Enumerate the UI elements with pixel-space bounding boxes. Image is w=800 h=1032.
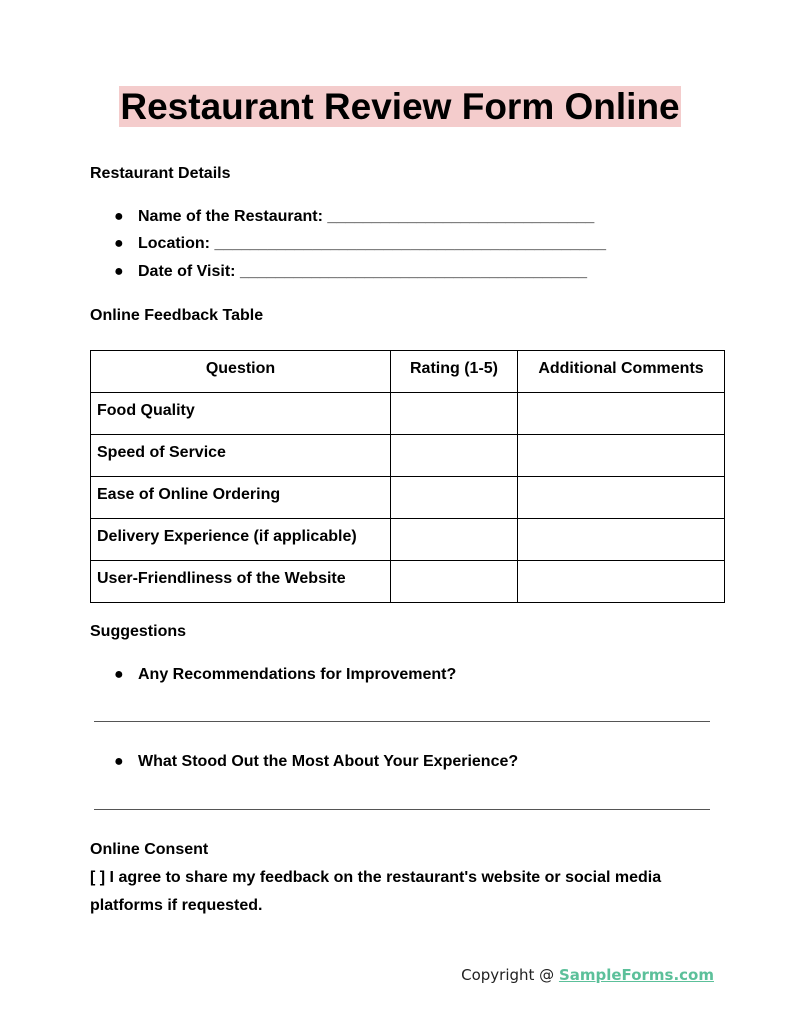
restaurant-name-field[interactable]: Name of the Restaurant: ______________________________	[138, 208, 595, 225]
table-row	[91, 477, 725, 519]
comments-cell[interactable]	[518, 435, 725, 477]
bullet-icon: ●	[114, 666, 124, 683]
suggestion-question: Any Recommendations for Improvement?	[138, 666, 457, 683]
list-item	[90, 234, 606, 262]
rating-cell[interactable]	[391, 477, 518, 519]
brand-link[interactable]: SampleForms.com	[558, 966, 714, 984]
feedback-table	[90, 350, 725, 603]
suggestion-question: What Stood Out the Most About Your Experience?	[138, 753, 519, 770]
comments-cell[interactable]	[518, 393, 725, 435]
column-header-question: Question	[91, 351, 391, 393]
table-row	[91, 393, 725, 435]
title-container	[0, 86, 800, 127]
footer-copyright	[461, 966, 714, 984]
table-header-row	[91, 351, 725, 393]
rating-cell[interactable]	[391, 519, 518, 561]
restaurant-details-list	[90, 207, 606, 289]
rating-cell[interactable]	[391, 393, 518, 435]
consent-checkbox-text[interactable]: [ ] I agree to share my feedback on the restaurant's website or social media platforms if requested.	[90, 869, 662, 914]
restaurant-details-heading: Restaurant Details	[90, 165, 231, 182]
list-item	[90, 262, 606, 289]
suggestions-list-1	[90, 665, 456, 685]
page-title: Restaurant Review Form Online	[120, 86, 680, 127]
question-cell: Ease of Online Ordering	[91, 477, 391, 519]
table-row	[91, 435, 725, 477]
list-item	[90, 207, 606, 234]
table-row	[91, 561, 725, 603]
consent-heading: Online Consent	[90, 841, 209, 858]
bullet-icon: ●	[114, 263, 124, 280]
question-cell: Food Quality	[91, 393, 391, 435]
answer-line[interactable]	[94, 721, 710, 722]
bullet-icon: ●	[114, 235, 124, 252]
date-of-visit-field[interactable]: Date of Visit: _______________________________________	[138, 263, 587, 280]
comments-cell[interactable]	[518, 561, 725, 603]
feedback-table-heading: Online Feedback Table	[90, 307, 264, 324]
copyright-label: Copyright @	[461, 966, 559, 984]
column-header-comments: Additional Comments	[518, 351, 725, 393]
comments-cell[interactable]	[518, 477, 725, 519]
suggestions-heading: Suggestions	[90, 623, 187, 640]
suggestions-list-2	[90, 752, 518, 772]
question-cell: Delivery Experience (if applicable)	[91, 519, 391, 561]
rating-cell[interactable]	[391, 435, 518, 477]
column-header-rating: Rating (1-5)	[391, 351, 518, 393]
comments-cell[interactable]	[518, 519, 725, 561]
bullet-icon: ●	[114, 208, 124, 225]
answer-line[interactable]	[94, 809, 710, 810]
bullet-icon: ●	[114, 753, 124, 770]
rating-cell[interactable]	[391, 561, 518, 603]
table-row	[91, 519, 725, 561]
list-item	[90, 752, 518, 772]
question-cell: Speed of Service	[91, 435, 391, 477]
list-item	[90, 665, 456, 685]
question-cell: User-Friendliness of the Website	[91, 561, 391, 603]
location-field[interactable]: Location: ____________________________________________	[138, 235, 606, 252]
